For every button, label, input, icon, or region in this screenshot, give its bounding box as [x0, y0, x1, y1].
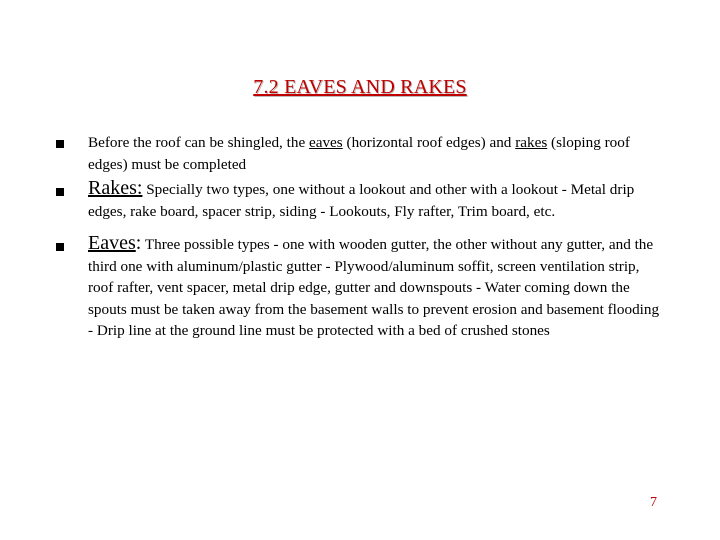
bullet-text: Before the roof can be shingled, the: [88, 134, 309, 151]
square-bullet-icon: [56, 140, 64, 148]
bullet-item-rakes: [56, 178, 666, 222]
slide-title: 7.2 EAVES AND RAKES: [253, 76, 467, 98]
page-number: 7: [650, 495, 657, 510]
term-rakes: rakes: [515, 134, 548, 151]
bullet-heading-eaves: Eaves: [88, 232, 136, 254]
bullet-item-prerequisite: [56, 132, 666, 175]
bullet-text: (sloping roof edges) must be completed: [88, 134, 630, 173]
bullet-item-eaves: [56, 233, 666, 342]
bullet-text: Three possible types - one with wooden gutter, the other without any gutter, and the third one with aluminum/plastic gutter - Plywood/aluminum soffit, screen ventilation strip, roof rafter, vent spacer, metal drip edge, gutter and downspouts - Water coming down the spouts must be taken away from the basement walls to prevent erosion and basement flooding - Drip line at the ground line must be protected with a bed of crushed stones: [88, 236, 660, 339]
square-bullet-icon: [56, 243, 64, 251]
bullet-heading-colon: :: [135, 232, 142, 254]
bullet-list: [56, 132, 666, 342]
bullet-text: Specially two types, one without a lookout and other with a lookout - Metal drip edges, rake board, spacer strip, siding - Lookouts, Fly rafter, Trim board, etc.: [88, 181, 635, 220]
term-eaves: eaves: [308, 134, 343, 151]
bullet-text: (horizontal roof edges) and: [342, 134, 516, 151]
square-bullet-icon: [56, 188, 64, 196]
bullet-heading-rakes: Rakes:: [88, 177, 143, 199]
